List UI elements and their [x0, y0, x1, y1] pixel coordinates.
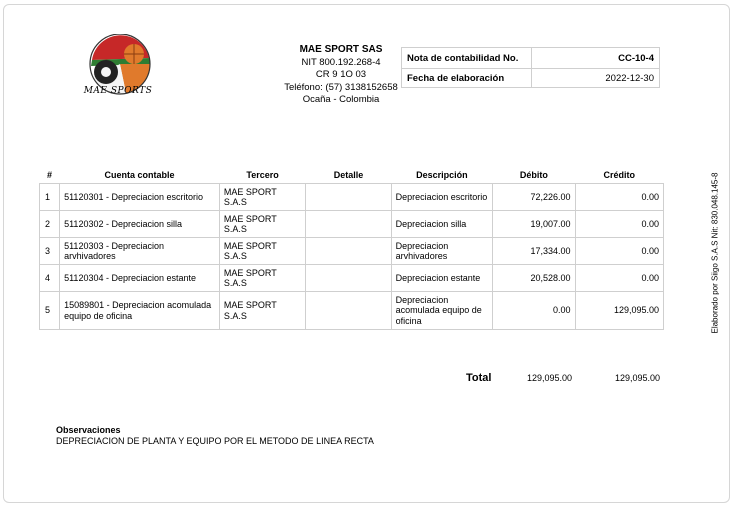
- row-detalle: [306, 265, 391, 292]
- row-tercero: MAE SPORT S.A.S: [219, 211, 305, 238]
- row-index: 2: [40, 211, 60, 238]
- company-address: CR 9 1O 03: [315, 69, 367, 80]
- row-tercero: MAE SPORT S.A.S: [219, 238, 305, 265]
- row-credito: 129,095.00: [575, 292, 663, 330]
- observations-title: Observaciones: [56, 425, 121, 435]
- row-index: 3: [40, 238, 60, 265]
- row-detalle: [306, 211, 391, 238]
- row-detalle: [306, 292, 391, 330]
- row-cuenta: 15089801 - Depreciacion acomulada equipo de oficina: [60, 292, 220, 330]
- row-tercero: MAE SPORT S.A.S: [219, 184, 305, 211]
- table-row: [40, 292, 664, 330]
- row-cuenta: 51120304 - Depreciacion estante: [60, 265, 220, 292]
- date-label: Fecha de elaboración: [407, 73, 505, 84]
- row-credito: 0.00: [575, 265, 663, 292]
- row-descripcion: Depreciacion silla: [391, 211, 492, 238]
- row-debito: 19,007.00: [493, 211, 575, 238]
- company-city: Ocaña - Colombia: [302, 94, 380, 105]
- row-descripcion: Depreciacion estante: [391, 265, 492, 292]
- total-credito: 129,095.00: [614, 373, 660, 383]
- document-meta-box: [401, 47, 660, 88]
- row-cuenta: 51120302 - Depreciacion silla: [60, 211, 220, 238]
- row-debito: 0.00: [493, 292, 575, 330]
- total-label: Total: [466, 372, 492, 384]
- company-header: [282, 44, 400, 107]
- logo-text: MAE SPORTS: [83, 86, 153, 96]
- row-tercero: MAE SPORT S.A.S: [219, 292, 305, 330]
- row-cuenta: 51120303 - Depreciacion arvhivadores: [60, 238, 220, 265]
- company-phone: Teléfono: (57) 3138152658: [284, 81, 398, 93]
- observations-text: DEPRECIACION DE PLANTA Y EQUIPO POR EL METODO DE LINEA RECTA: [56, 436, 374, 446]
- row-index: 1: [40, 184, 60, 211]
- col-header-detalle: Detalle: [306, 166, 391, 184]
- table-row: [40, 184, 664, 211]
- row-debito: 17,334.00: [493, 238, 575, 265]
- date-value: 2022-12-30: [605, 73, 654, 84]
- row-debito: 20,528.00: [493, 265, 575, 292]
- company-nit: NIT 800.192.268-4: [301, 56, 381, 68]
- row-credito: 0.00: [575, 211, 663, 238]
- col-header-debito: Débito: [493, 166, 575, 184]
- col-header-tercero: Tercero: [219, 166, 305, 184]
- row-index: 5: [40, 292, 60, 330]
- note-number-label: Nota de contabilidad No.: [407, 53, 519, 64]
- table-row: [40, 238, 664, 265]
- row-detalle: [306, 184, 391, 211]
- col-header-cuenta: Cuenta contable: [60, 166, 220, 184]
- note-number-value: CC-10-4: [618, 53, 654, 64]
- col-header-credito: Crédito: [575, 166, 663, 184]
- row-descripcion: Depreciacion escritorio: [391, 184, 492, 211]
- table-row: [40, 211, 664, 238]
- row-debito: 72,226.00: [493, 184, 575, 211]
- accounting-table: [39, 166, 664, 330]
- row-cuenta: 51120301 - Depreciacion escritorio: [60, 184, 220, 211]
- row-tercero: MAE SPORT S.A.S: [219, 265, 305, 292]
- row-credito: 0.00: [575, 238, 663, 265]
- side-credit-text: Elaborado por Siigo S.A.S Nit: 830.048.145-8: [710, 172, 720, 334]
- col-header-descripcion: Descripción: [391, 166, 492, 184]
- col-header-index: #: [40, 166, 60, 184]
- row-credito: 0.00: [575, 184, 663, 211]
- total-debito: 129,095.00: [526, 373, 572, 383]
- company-name: MAE SPORT SAS: [299, 44, 383, 55]
- table-row: [40, 265, 664, 292]
- row-descripcion: Depreciacion acomulada equipo de oficina: [391, 292, 492, 330]
- row-detalle: [306, 238, 391, 265]
- row-index: 4: [40, 265, 60, 292]
- table-header-row: [40, 166, 664, 184]
- row-descripcion: Depreciacion arvhivadores: [391, 238, 492, 265]
